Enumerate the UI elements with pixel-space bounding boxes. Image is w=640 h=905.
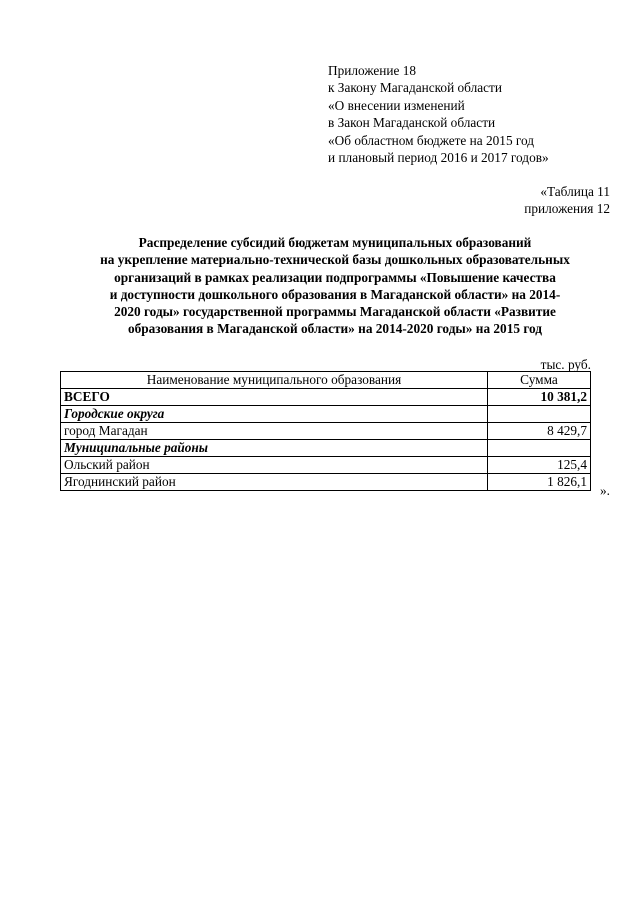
document-title bbox=[60, 234, 610, 338]
row-sum-cell bbox=[488, 406, 591, 423]
table-reference-line: «Таблица 11 bbox=[540, 184, 610, 199]
subsidy-table bbox=[60, 371, 591, 491]
appendix-line: и плановый период 2016 и 2017 годов» bbox=[328, 150, 549, 166]
row-name-cell: Ягоднинский район bbox=[61, 474, 488, 491]
row-sum-cell: 8 429,7 bbox=[488, 423, 591, 440]
row-name-cell: ВСЕГО bbox=[61, 389, 488, 406]
appendix-line: Приложение 18 bbox=[328, 63, 416, 78]
row-sum-cell: 10 381,2 bbox=[488, 389, 591, 406]
title-line: и доступности дошкольного образования в Магаданской области» на 2014- bbox=[109, 286, 561, 302]
closing-quote-mark: ». bbox=[600, 483, 610, 498]
header-sum-cell: Сумма bbox=[488, 372, 591, 389]
appendix-line: «О внесении изменений bbox=[328, 97, 465, 113]
row-sum-cell: 125,4 bbox=[488, 457, 591, 474]
table-row bbox=[61, 474, 591, 491]
unit-label: тыс. руб. bbox=[540, 357, 591, 372]
appendix-header bbox=[328, 62, 549, 166]
title-line: Распределение субсидий бюджетам муниципальных образований bbox=[138, 235, 532, 250]
row-sum-cell: 1 826,1 bbox=[488, 474, 591, 491]
row-sum-cell bbox=[488, 440, 591, 457]
table-reference bbox=[524, 183, 610, 218]
table-row-group bbox=[61, 406, 591, 423]
appendix-line: к Закону Магаданской области bbox=[328, 80, 502, 96]
title-line: организаций в рамках реализации подпрограммы «Повышение качества bbox=[114, 269, 556, 285]
title-line: на укрепление материально-технической базы дошкольных образовательных bbox=[100, 252, 570, 268]
row-name-cell: Ольский район bbox=[61, 457, 488, 474]
row-name-cell: Городские округа bbox=[61, 406, 488, 423]
table-header-row bbox=[61, 372, 591, 389]
table-reference-line: приложения 12 bbox=[524, 201, 610, 217]
title-line: 2020 годы» государственной программы Магаданской области «Развитие bbox=[114, 304, 556, 320]
appendix-line: в Закон Магаданской области bbox=[328, 115, 496, 131]
appendix-line: «Об областном бюджете на 2015 год bbox=[328, 132, 535, 148]
table-row-group bbox=[61, 440, 591, 457]
header-name-cell: Наименование муниципального образования bbox=[61, 372, 488, 389]
table-row bbox=[61, 457, 591, 474]
table-row bbox=[61, 423, 591, 440]
table-row-total bbox=[61, 389, 591, 406]
row-name-cell: Муниципальные районы bbox=[61, 440, 488, 457]
title-line: образования в Магаданской области» на 2014-2020 годы» на 2015 год bbox=[127, 321, 543, 337]
row-name-cell: город Магадан bbox=[61, 423, 488, 440]
